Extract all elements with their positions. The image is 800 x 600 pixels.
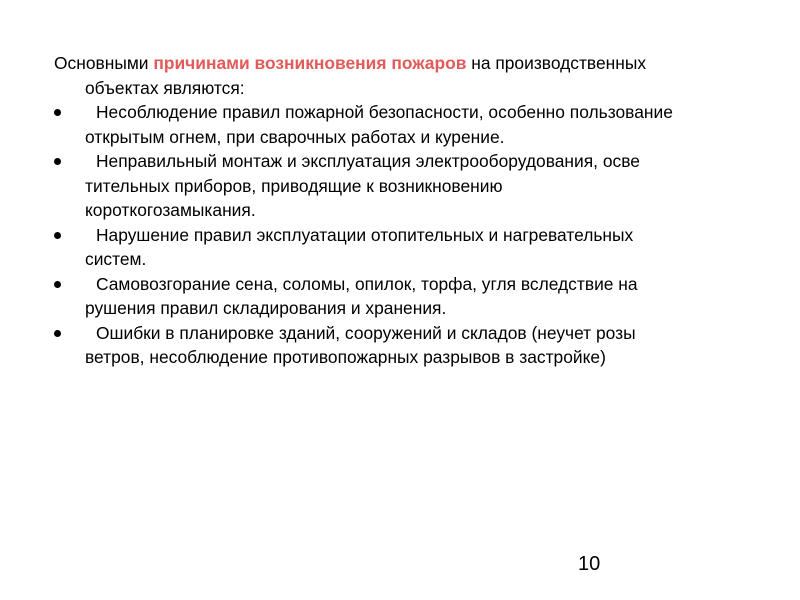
list-item-line: систем. [85,249,147,269]
list-item-line: Несоблюдение правил пожарной безопасности, особенно пользование [96,102,673,122]
list-item-line: открытым огнем, при сварочных работах и курение. [85,126,505,147]
bullet-icon [54,109,61,116]
list-item-line: Неправильный монтаж и эксплуатация электрооборудования, осве [96,151,640,171]
intro-highlight: причинами возникновения пожаров [153,53,467,73]
list-item-line: Ошибки в планировке зданий, сооружений и складов (неучет розы [96,322,636,343]
list-item [54,100,764,149]
slide-content [54,51,764,370]
bullet-icon [54,158,61,165]
bullet-icon [54,232,61,239]
list-item-line: короткогозамыкания. [85,200,256,220]
list-item [54,223,764,272]
list-item-line: Самовозгорание сена, соломы, опилок, торфа, угля вследствие на [96,273,638,294]
bullet-icon [54,330,61,337]
intro-prefix: Основными [54,53,154,73]
bullet-icon [54,281,61,288]
intro-line-2: объектах являются: [85,77,245,98]
list-item-line: тительных приборов, приводящие к возникновению [85,175,503,196]
list-item-line: ветров, несоблюдение противопожарных разрывов в застройке) [85,347,606,367]
list-item-line: рушения правил складирования и хранения. [85,298,447,318]
intro-paragraph [54,51,764,100]
intro-suffix: на производственных [466,53,647,73]
list-item-line: Нарушение правил эксплуатации отопительных и нагревательных [96,224,634,245]
list-item [54,149,764,223]
list-item [54,321,764,370]
page-number: 10 [578,553,601,575]
causes-list [54,100,764,370]
list-item [54,272,764,321]
